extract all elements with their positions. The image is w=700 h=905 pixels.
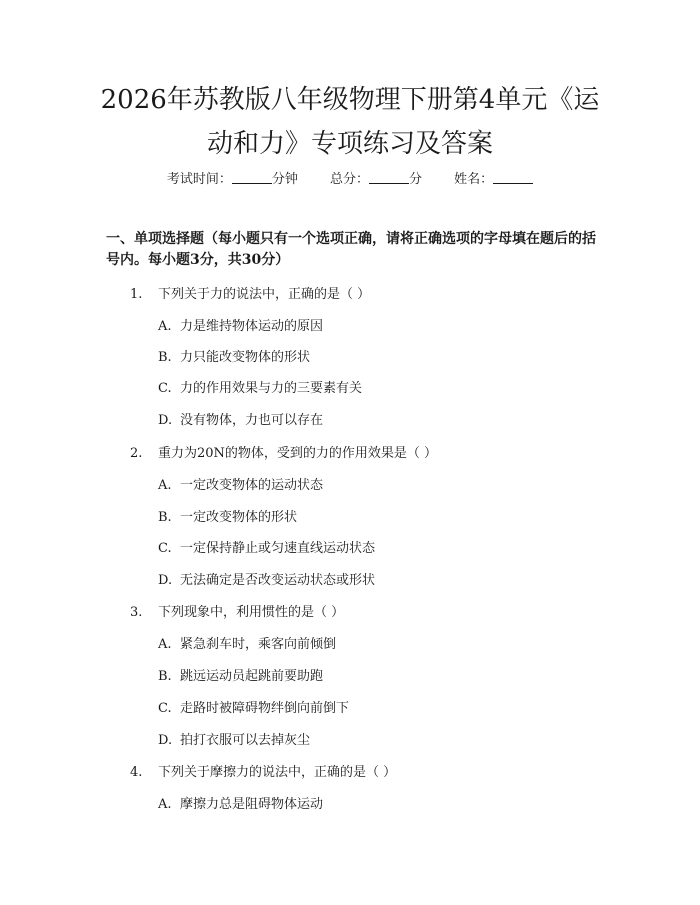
- student-name-label: 姓名：: [454, 172, 494, 187]
- question-stem: 下列现象中，利用惯性的是（ ）: [158, 605, 345, 620]
- question-1-option-a: [158, 315, 323, 334]
- question-3: [130, 601, 344, 620]
- student-name-field: [454, 168, 533, 187]
- total-score-field: [330, 168, 422, 187]
- option-text: 紧急刹车时，乘客向前倾倒: [180, 637, 337, 652]
- question-2-option-b: [158, 506, 297, 525]
- option-letter: B.: [158, 510, 172, 525]
- exam-time-field: [167, 168, 298, 187]
- exam-info-line: [0, 168, 700, 187]
- question-3-option-a: [158, 633, 336, 652]
- option-letter: A.: [158, 797, 172, 812]
- exam-time-unit: 分钟: [271, 172, 298, 187]
- option-letter: A.: [158, 319, 172, 334]
- option-letter: A.: [158, 478, 172, 493]
- option-letter: D.: [158, 413, 173, 428]
- option-letter: C.: [158, 701, 172, 716]
- question-2-option-a: [158, 474, 323, 493]
- option-text: 无法确定是否改变运动状态或形状: [180, 573, 376, 588]
- option-letter: D.: [158, 733, 173, 748]
- option-letter: B.: [158, 350, 172, 365]
- question-stem: 重力为20N的物体，受到的力的作用效果是（ ）: [158, 446, 438, 461]
- option-text: 跳远运动员起跳前要助跑: [180, 669, 324, 684]
- question-1-option-d: [158, 409, 323, 428]
- option-text: 走路时被障碍物绊倒向前倒下: [180, 701, 350, 716]
- question-2: [130, 442, 437, 461]
- option-letter: A.: [158, 637, 172, 652]
- option-letter: D.: [158, 573, 173, 588]
- question-stem: 下列关于力的说法中，正确的是（ ）: [158, 287, 371, 302]
- option-letter: C.: [158, 541, 172, 556]
- question-number: 3.: [130, 605, 143, 620]
- option-text: 没有物体，力也可以存在: [180, 413, 324, 428]
- total-score-unit: 分: [409, 172, 423, 187]
- student-name-blank: [493, 171, 533, 184]
- option-text: 一定改变物体的形状: [180, 510, 298, 525]
- option-text: 一定保持静止或匀速直线运动状态: [180, 541, 376, 556]
- question-2-option-d: [158, 569, 375, 588]
- question-4: [130, 761, 396, 780]
- option-letter: C.: [158, 381, 172, 396]
- question-stem: 下列关于摩擦力的说法中，正确的是（ ）: [158, 765, 397, 780]
- total-score-label: 总分：: [329, 172, 369, 187]
- question-3-option-d: [158, 729, 310, 748]
- question-1-option-b: [158, 346, 310, 365]
- question-number: 1.: [130, 287, 143, 302]
- option-text: 摩擦力总是阻碍物体运动: [180, 797, 324, 812]
- question-number: 4.: [130, 765, 143, 780]
- option-letter: B.: [158, 669, 172, 684]
- option-text: 力是维持物体运动的原因: [180, 319, 324, 334]
- question-2-option-c: [158, 537, 375, 556]
- total-score-blank: [369, 171, 409, 184]
- question-1: [130, 283, 370, 302]
- section-heading: 一、单项选择题（每小题只有一个选项正确，请将正确选项的字母填在题后的括号内。每小题3分，共30分）: [106, 231, 596, 268]
- option-text: 拍打衣服可以去掉灰尘: [180, 733, 311, 748]
- option-text: 力只能改变物体的形状: [180, 350, 311, 365]
- question-3-option-c: [158, 697, 349, 716]
- exam-time-blank: [232, 171, 272, 184]
- exam-time-label: 考试时间：: [166, 172, 232, 187]
- option-text: 力的作用效果与力的三要素有关: [180, 381, 363, 396]
- question-3-option-b: [158, 665, 323, 684]
- option-text: 一定改变物体的运动状态: [180, 478, 324, 493]
- document-title: 2026年苏教版八年级物理下册第4单元《运动和力》专项练习及答案: [100, 85, 600, 159]
- question-1-option-c: [158, 377, 362, 396]
- question-4-option-a: [158, 793, 323, 812]
- question-number: 2.: [130, 446, 143, 461]
